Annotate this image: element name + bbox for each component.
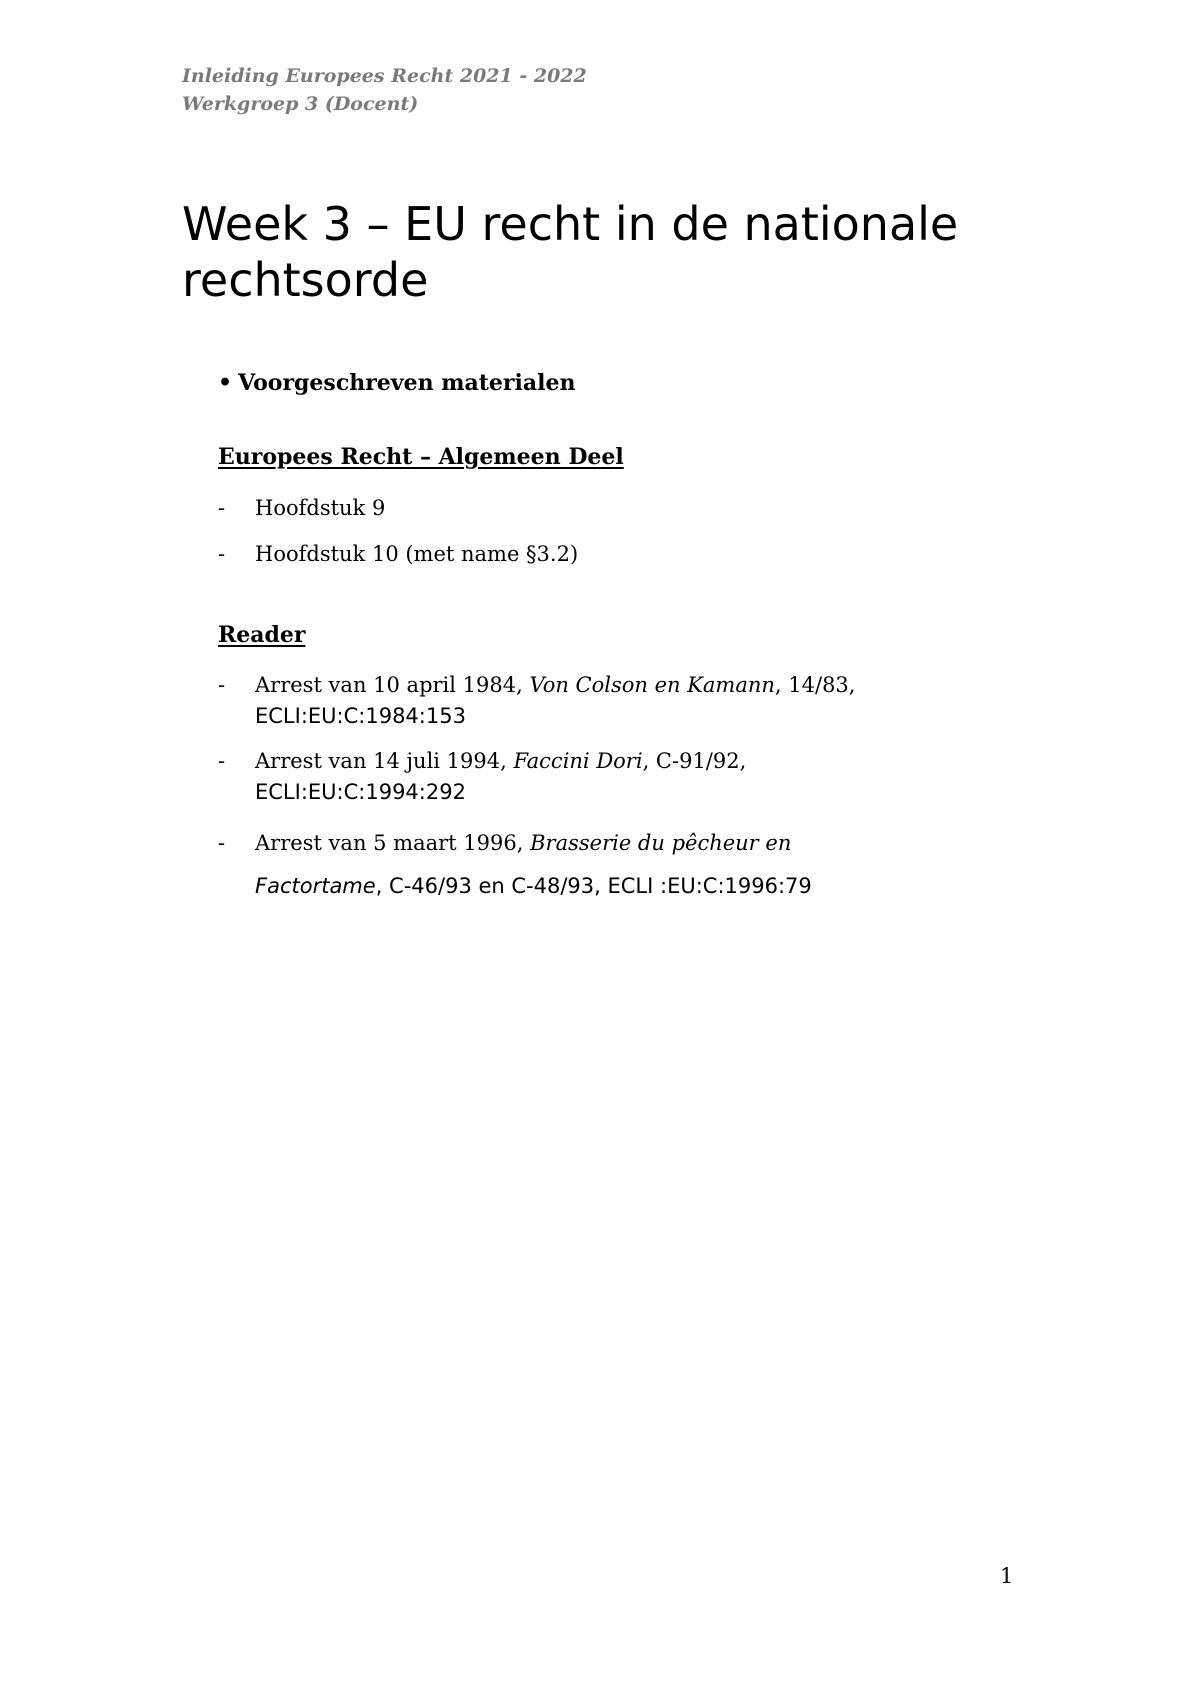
list-item [218,493,1024,524]
header-workgroup: Werkgroep 3 (Docent) [182,93,419,115]
dash-icon: - [218,749,226,773]
dash-icon: - [218,673,226,697]
case-citation [255,746,1024,777]
case-date: Arrest van 5 maart 1996, [255,831,524,855]
page-title: Week 3 – EU recht in de nationale rechtsorde [182,197,959,307]
list-item [218,670,1024,732]
dash-icon: - [218,496,226,520]
materials-heading [218,368,575,398]
case-ecli: ECLI:EU:C:1984:153 [255,704,466,728]
case-ecli: ECLI:EU:C:1994:292 [255,780,466,804]
dash-icon: - [218,542,226,566]
list-item-text: Hoofdstuk 10 (met name §3.2) [255,542,579,566]
case-name: Faccini Dori [513,749,643,773]
textbook-chapter-list [218,493,1024,570]
materials-heading-text: Voorgeschreven materialen [238,370,576,396]
case-name: Brasserie du pêcheur en [530,831,792,855]
case-date: Arrest van 14 juli 1994, [255,749,507,773]
case-citation-continued [255,865,1024,908]
running-header [182,62,587,118]
page-number: 1 [1000,1564,1014,1588]
textbook-section-title: Europees Recht – Algemeen Deel [218,444,624,470]
case-date: Arrest van 10 april 1984, [255,673,523,697]
reader-section-title: Reader [218,622,306,648]
case-number-ecli: , C-46/93 en C-48/93, ECLI :EU:C:1996:79 [375,874,812,898]
list-item [218,746,1024,808]
list-item [218,822,1024,908]
case-citation [255,670,1024,701]
case-number: , 14/83, [774,673,856,697]
case-number: , C-91/92, [642,749,747,773]
case-name-continued: Factortame [255,874,376,898]
reader-case-list [218,670,1024,908]
list-item [218,539,1024,570]
header-course-title: Inleiding Europees Recht 2021 - 2022 [182,65,587,87]
bullet-icon: • [218,370,233,396]
dash-icon: - [218,831,226,855]
case-name: Von Colson en Kamann [529,673,775,697]
case-citation [255,822,1024,865]
list-item-text: Hoofdstuk 9 [255,496,386,520]
